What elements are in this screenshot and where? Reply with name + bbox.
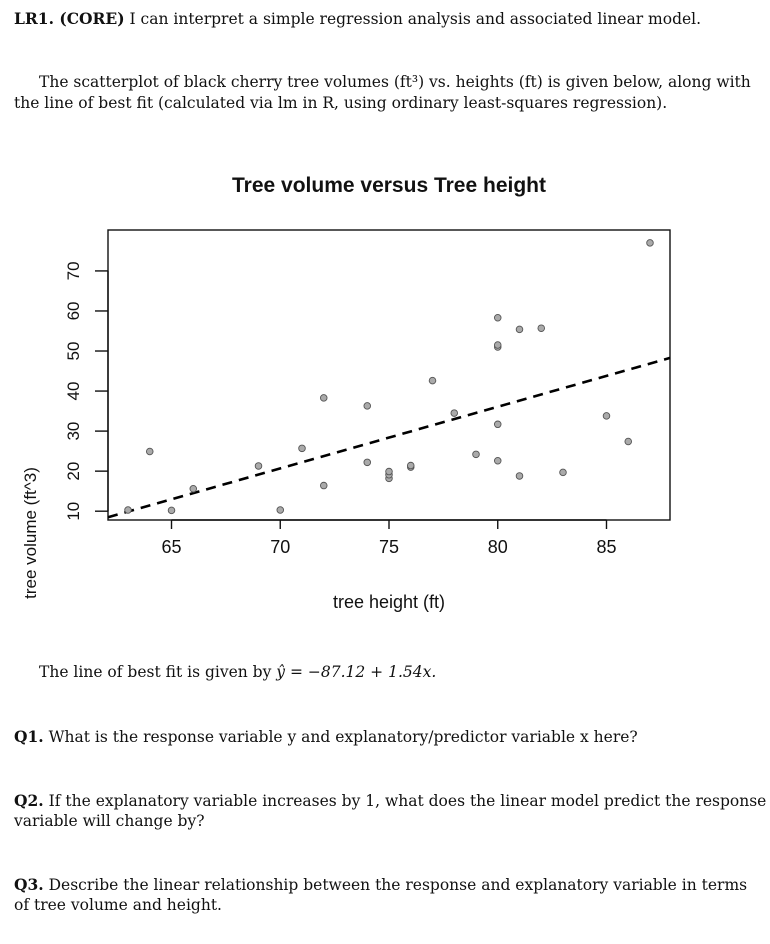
x-tick-label: 80 bbox=[487, 537, 508, 557]
data-point bbox=[429, 377, 436, 384]
y-tick-label: 20 bbox=[64, 461, 83, 481]
data-point bbox=[386, 468, 393, 475]
data-point bbox=[494, 457, 501, 464]
data-point bbox=[299, 445, 306, 452]
data-point bbox=[125, 507, 132, 514]
points-layer bbox=[125, 240, 654, 514]
data-point bbox=[516, 326, 523, 333]
fit-line bbox=[108, 358, 670, 517]
y-axis-label: tree volume (ft^3) bbox=[21, 467, 40, 599]
x-tick-label: 65 bbox=[161, 537, 182, 557]
data-point bbox=[494, 342, 501, 349]
data-point bbox=[364, 403, 371, 410]
question-3 bbox=[14, 874, 747, 896]
data-point bbox=[190, 485, 197, 492]
question-text: What is the response variable y and explanatory/predictor variable x here? bbox=[48, 728, 638, 746]
fit-line-layer bbox=[108, 358, 670, 517]
data-point bbox=[364, 459, 371, 466]
lesson-label: LR1. (CORE) bbox=[14, 9, 125, 28]
data-point bbox=[494, 421, 501, 428]
data-point bbox=[647, 240, 654, 247]
data-point bbox=[407, 462, 414, 469]
question-1 bbox=[14, 726, 638, 748]
x-axis-label: tree height (ft) bbox=[332, 592, 446, 612]
y-tick-label: 60 bbox=[64, 301, 83, 321]
question-text: Describe the linear relationship between the response and explanatory variable in terms bbox=[48, 876, 748, 894]
chart-title: Tree volume versus Tree height bbox=[232, 174, 546, 197]
lesson-header bbox=[14, 8, 701, 30]
x-tick-label: 75 bbox=[378, 537, 400, 557]
data-point bbox=[277, 507, 284, 514]
data-point bbox=[516, 473, 523, 480]
intro-line-1: The scatterplot of black cherry tree volumes (ft³) vs. heights (ft) is given below, along with bbox=[39, 73, 751, 91]
data-point bbox=[146, 448, 153, 455]
y-tick-label: 40 bbox=[64, 381, 83, 401]
data-point bbox=[473, 451, 480, 458]
question-text: If the explanatory variable increases by 1, what does the linear model predict the response bbox=[48, 792, 767, 810]
data-point bbox=[255, 463, 262, 470]
data-point bbox=[320, 482, 327, 489]
y-tick-label: 50 bbox=[64, 341, 83, 361]
intro-line-2: the line of best fit (calculated via lm in R, using ordinary least-squares regression). bbox=[14, 94, 668, 112]
data-point bbox=[560, 469, 567, 476]
x-tick-label: 70 bbox=[270, 537, 291, 557]
y-tick-label: 70 bbox=[64, 261, 83, 281]
equation-formula: ŷ = −87.12 + 1.54x. bbox=[276, 663, 437, 681]
fit-equation bbox=[39, 662, 436, 683]
question-2 bbox=[14, 790, 766, 812]
data-point bbox=[538, 325, 545, 332]
y-axis bbox=[64, 261, 108, 520]
data-point bbox=[320, 395, 327, 402]
data-point bbox=[603, 413, 610, 420]
data-point bbox=[494, 314, 501, 321]
data-point bbox=[625, 438, 632, 445]
lesson-objective: I can interpret a simple regression analysis and associated linear model. bbox=[129, 10, 702, 28]
question-2-continued: variable will change by? bbox=[14, 812, 205, 830]
question-label: Q3. bbox=[14, 875, 44, 894]
question-label: Q2. bbox=[14, 791, 44, 810]
data-point bbox=[451, 410, 458, 417]
question-3-continued: of tree volume and height. bbox=[14, 896, 222, 914]
scatterplot-chart bbox=[0, 160, 700, 630]
data-point bbox=[168, 507, 175, 514]
y-tick-label: 30 bbox=[64, 421, 83, 441]
equation-prefix: The line of best fit is given by bbox=[39, 663, 272, 681]
x-axis bbox=[161, 520, 616, 557]
x-tick-label: 85 bbox=[596, 537, 617, 557]
question-label: Q1. bbox=[14, 727, 44, 746]
y-tick-label: 10 bbox=[64, 501, 83, 521]
